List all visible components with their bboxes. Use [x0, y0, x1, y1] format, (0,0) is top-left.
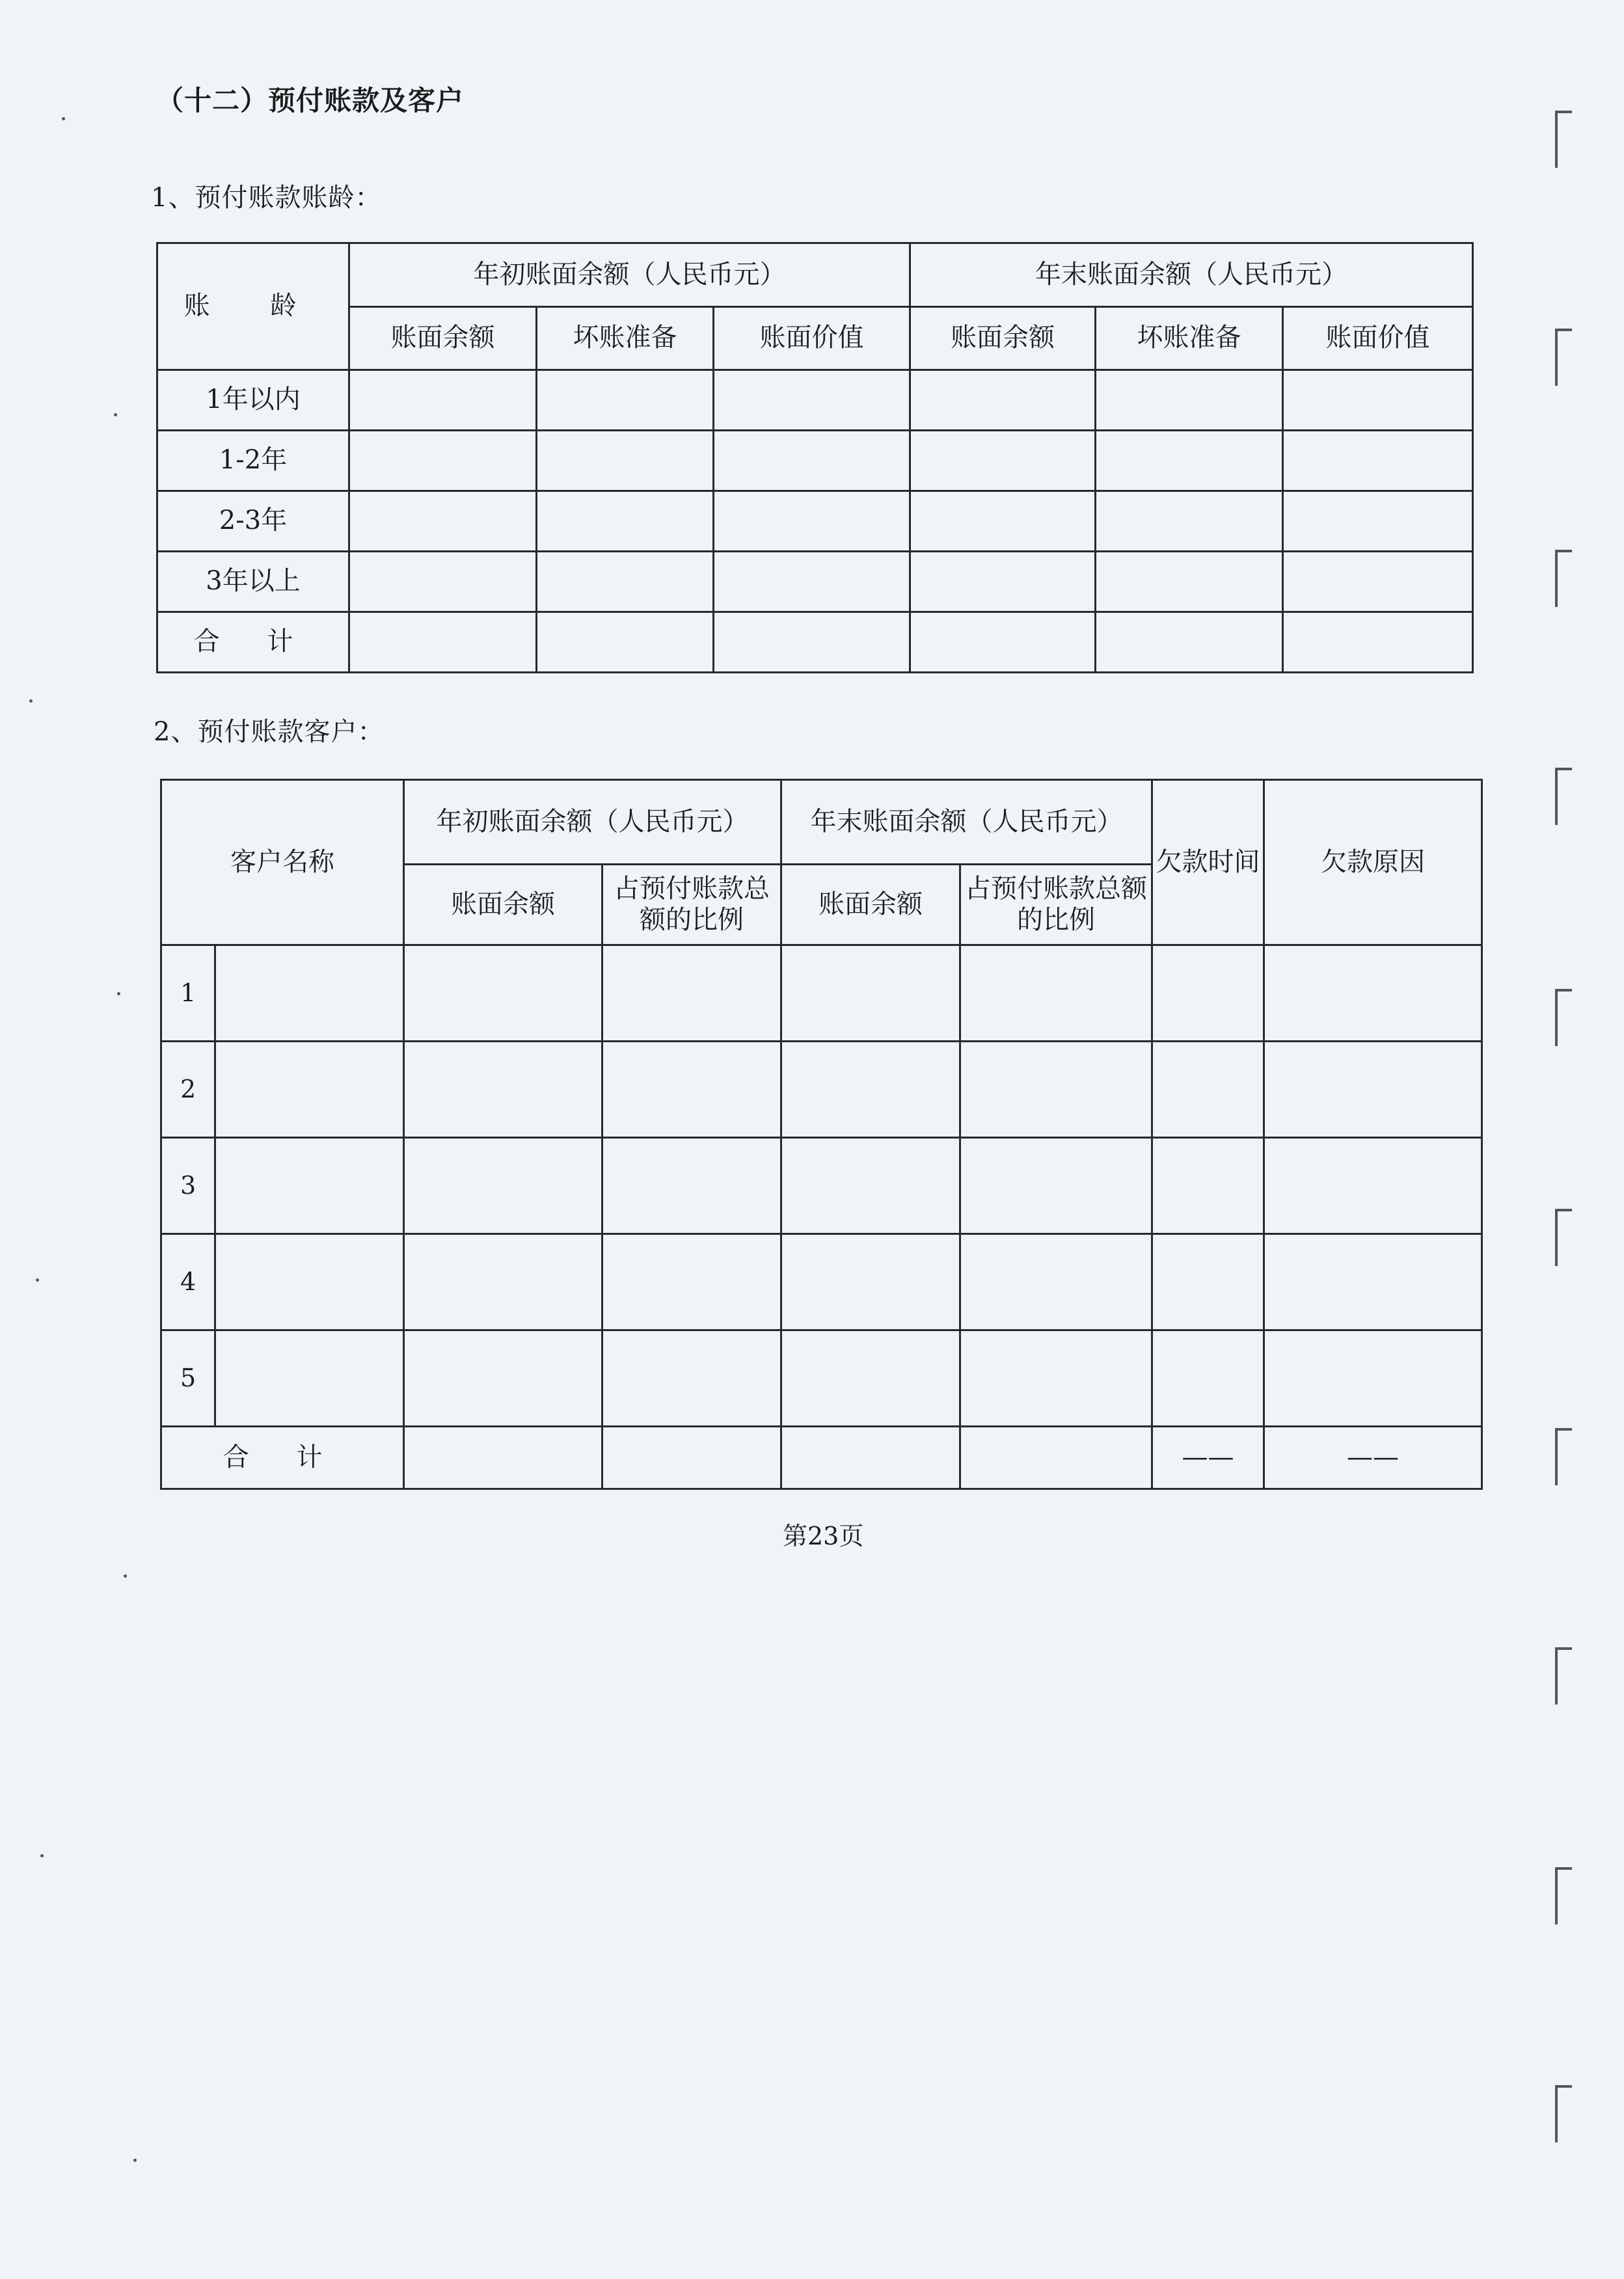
binder-mark — [1555, 329, 1572, 386]
customer-cell — [960, 1330, 1152, 1427]
overdue-reason-header: 欠款原因 — [1264, 780, 1482, 945]
aging-row-label: 3年以上 — [157, 552, 349, 612]
customer-name-header: 客户名称 — [161, 780, 404, 945]
customers-total-label: 合 计 — [161, 1427, 404, 1489]
customers-subtitle: 2、预付账款客户： — [154, 717, 385, 747]
scan-speck — [133, 2159, 137, 2162]
customer-cell — [1152, 1042, 1264, 1138]
customers-table — [160, 779, 1483, 1490]
aging-cell — [1283, 552, 1473, 612]
customer-cell — [404, 945, 602, 1042]
customer-row-index: 3 — [161, 1138, 215, 1234]
binder-mark — [1555, 550, 1572, 607]
customer-cell — [960, 1042, 1152, 1138]
scan-speck — [124, 1574, 127, 1578]
customer-cell — [781, 945, 960, 1042]
binder-mark — [1555, 1209, 1572, 1266]
aging-row — [157, 431, 1473, 491]
customers-end-group-header: 年末账面余额（人民币元） — [781, 780, 1152, 865]
aging-header-row-1 — [157, 243, 1473, 307]
aging-col-header: 账面余额 — [910, 307, 1096, 370]
customer-cell — [960, 1234, 1152, 1330]
binder-mark — [1555, 2085, 1572, 2142]
aging-row — [157, 491, 1473, 552]
customers-col-header: 账面余额 — [404, 865, 602, 945]
customer-name-cell — [215, 1138, 404, 1234]
customer-cell — [602, 945, 781, 1042]
page-number: 第23页 — [783, 1522, 864, 1550]
aging-cell — [910, 612, 1096, 673]
customer-row — [161, 945, 1482, 1042]
aging-col-header: 账面余额 — [349, 307, 537, 370]
aging-cell — [714, 370, 910, 431]
customer-row — [161, 1138, 1482, 1234]
customer-row — [161, 1042, 1482, 1138]
customer-cell — [1264, 1138, 1482, 1234]
customers-total-row — [161, 1427, 1482, 1489]
binder-mark — [1555, 111, 1572, 168]
customer-cell — [1264, 945, 1482, 1042]
customer-cell — [1152, 1330, 1264, 1427]
aging-cell — [910, 370, 1096, 431]
customers-col-header: 占预付账款总额的比例 — [602, 865, 781, 945]
section-title: （十二）预付账款及客户 — [156, 85, 465, 116]
customer-row-index: 1 — [161, 945, 215, 1042]
customer-cell — [404, 1138, 602, 1234]
customer-cell — [602, 1330, 781, 1427]
scan-speck — [29, 699, 33, 703]
aging-header-row-2 — [157, 307, 1473, 370]
customer-name-cell — [215, 1234, 404, 1330]
customer-cell — [960, 1427, 1152, 1489]
aging-cell — [1283, 431, 1473, 491]
aging-cell — [1096, 552, 1283, 612]
aging-row — [157, 552, 1473, 612]
customers-header-row-1 — [161, 780, 1482, 865]
aging-cell — [1096, 612, 1283, 673]
aging-end-group-header: 年末账面余额（人民币元） — [910, 243, 1473, 307]
overdue-reason-total: —— — [1264, 1427, 1482, 1489]
aging-cell — [537, 612, 714, 673]
aging-cell — [537, 431, 714, 491]
customer-cell — [781, 1330, 960, 1427]
scan-speck — [40, 1854, 44, 1857]
customer-cell — [1152, 945, 1264, 1042]
aging-cell — [910, 431, 1096, 491]
binder-mark — [1555, 1428, 1572, 1485]
aging-cell — [537, 552, 714, 612]
aging-cell — [714, 491, 910, 552]
aging-total-label: 合 计 — [157, 612, 349, 673]
binder-mark — [1555, 1647, 1572, 1705]
customer-cell — [960, 1138, 1152, 1234]
customer-cell — [602, 1138, 781, 1234]
aging-cell — [537, 370, 714, 431]
aging-table — [156, 242, 1474, 673]
overdue-time-header: 欠款时间 — [1152, 780, 1264, 945]
aging-cell — [1283, 491, 1473, 552]
aging-cell — [714, 431, 910, 491]
customer-row-index: 5 — [161, 1330, 215, 1427]
customer-cell — [602, 1427, 781, 1489]
aging-cell — [537, 491, 714, 552]
customer-cell — [404, 1330, 602, 1427]
customer-name-cell — [215, 945, 404, 1042]
customer-cell — [781, 1138, 960, 1234]
aging-row-label-header: 账 龄 — [157, 243, 349, 370]
aging-cell — [1283, 612, 1473, 673]
scan-speck — [62, 117, 65, 120]
customer-cell — [960, 945, 1152, 1042]
customer-cell — [1152, 1234, 1264, 1330]
customer-cell — [602, 1042, 781, 1138]
binder-mark — [1555, 989, 1572, 1046]
customer-cell — [781, 1234, 960, 1330]
customer-name-cell — [215, 1330, 404, 1427]
customers-col-header: 占预付账款总额的比例 — [960, 865, 1152, 945]
customers-col-header: 账面余额 — [781, 865, 960, 945]
aging-cell — [349, 612, 537, 673]
aging-row-label: 1-2年 — [157, 431, 349, 491]
customer-row — [161, 1234, 1482, 1330]
scan-speck — [114, 413, 117, 416]
customer-cell — [404, 1427, 602, 1489]
binder-mark — [1555, 1867, 1572, 1924]
aging-cell — [910, 552, 1096, 612]
aging-row-label: 2-3年 — [157, 491, 349, 552]
customers-begin-group-header: 年初账面余额（人民币元） — [404, 780, 781, 865]
aging-cell — [1096, 370, 1283, 431]
aging-total-row — [157, 612, 1473, 673]
binder-mark — [1555, 768, 1572, 825]
scan-speck — [36, 1278, 39, 1282]
aging-col-header: 账面价值 — [1283, 307, 1473, 370]
customer-cell — [404, 1042, 602, 1138]
customer-row-index: 2 — [161, 1042, 215, 1138]
aging-cell — [910, 491, 1096, 552]
aging-cell — [349, 431, 537, 491]
customer-row-index: 4 — [161, 1234, 215, 1330]
customer-cell — [602, 1234, 781, 1330]
aging-cell — [714, 552, 910, 612]
aging-col-header: 账面价值 — [714, 307, 910, 370]
aging-cell — [349, 370, 537, 431]
customer-cell — [781, 1042, 960, 1138]
aging-row-label: 1年以内 — [157, 370, 349, 431]
customer-cell — [1264, 1330, 1482, 1427]
customer-cell — [1152, 1138, 1264, 1234]
aging-cell — [1283, 370, 1473, 431]
customer-cell — [1264, 1042, 1482, 1138]
overdue-time-total: —— — [1152, 1427, 1264, 1489]
customer-cell — [781, 1427, 960, 1489]
aging-cell — [349, 552, 537, 612]
aging-subtitle: 1、预付账款账龄： — [151, 183, 382, 213]
aging-cell — [714, 612, 910, 673]
customer-row — [161, 1330, 1482, 1427]
aging-cell — [1096, 431, 1283, 491]
aging-row — [157, 370, 1473, 431]
customer-cell — [404, 1234, 602, 1330]
customer-cell — [1264, 1234, 1482, 1330]
aging-col-header: 坏账准备 — [1096, 307, 1283, 370]
aging-begin-group-header: 年初账面余额（人民币元） — [349, 243, 910, 307]
aging-cell — [1096, 491, 1283, 552]
aging-col-header: 坏账准备 — [537, 307, 714, 370]
scan-speck — [117, 992, 120, 995]
customer-name-cell — [215, 1042, 404, 1138]
aging-cell — [349, 491, 537, 552]
